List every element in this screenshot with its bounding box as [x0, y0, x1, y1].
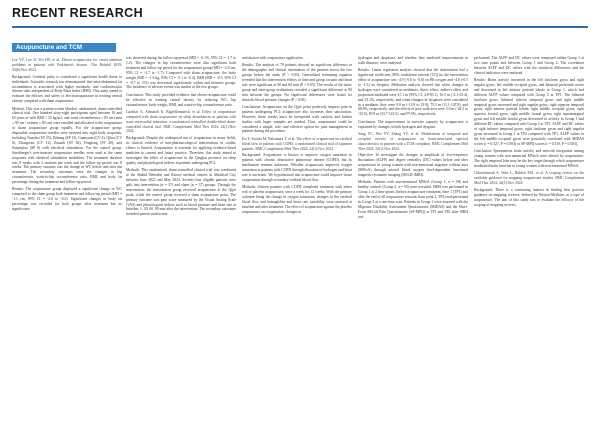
article-paragraph: Background: Despite the widespread use of acupuncture in many fields, its clinical evidence of non-pharmacological interventions in cardiac clinics is limited. Acupuncture is essential for applying evidence-based medicine to current and future practice. Therefore, this study aimed to investigate the effect of acupuncture in the Qinghai province on sleep quality and physiological indices in patients undergoing PCI. — [126, 136, 236, 165]
page-header — [0, 0, 600, 40]
article-citation: Gariblar A, Ahmandi K, Bigdellomanish, et al. Effect of acupuncture compared with sham acupuncture on sleep disturbances in patients with acute myocardial infarction: a randomized controlled double-blind sham-controlled clinical trial. BMC Complement Med Ther 2024; 24(1):Nov 2024. — [126, 109, 236, 134]
article-paragraph: Objective: To investigate the changes in amplitude of low-frequency fluctuation (ALFF) and degree centrality (DC) values before and after acupuncture in young women with non-menstrual migraine without aura (MWoA) through arterial blood oxygen level-dependent functional magnetic resonance imaging (BOLD-fMRI). — [358, 153, 468, 178]
article-paragraph: Conclusion: The improvement in exercise capacity by acupuncture is explained by changes in both hydrogen and dyspnea. — [358, 119, 468, 129]
article-citation: Lee YY, Lee JJ, Wu HY, et al. Electro-acupuncture for visual attention problems in patients with Parkinson's disease. Clin Rehabil 2019; 33(6):Nov 2024. — [12, 58, 122, 72]
article-paragraph: Conclusion: This study provided evidence that electro-acupuncture could be effective in treating central obesity by reducing WC, hip circumference, body weight, BMI, and waist-to-hip circumference ratio. — [126, 92, 236, 107]
article-paragraph: satisfaction with acupuncture application. — [242, 56, 304, 60]
article-paragraph: Conclusion: Spontaneous brain activity and network integration among young women with non-menstrual MWoA were altered by acupuncture. The right temporal lobe may be the key target through which acupuncture modulated brain function in young women with non-menstrual MWoA. — [474, 149, 584, 168]
text-column-2 — [126, 56, 236, 420]
article-paragraph: Results: Brain activity increased in the left fusiform gyrus and right angular gyrus, left middle occipital gyrus, and bilateral prefrontal cortex and decreased in left inferior parietal lobule in Group 1, which had different ALFF values compared with Group 2 at TP1. The bilateral fusiform gyrus, bilateral inferior temporal gyrus and right middle temporal gyrus increased and right angular gyrus, right superior temporal gyrus, right inferior parietal lobule, right middle occipital gyrus, right superior frontal gyrus, right middle frontal gyrus, right supramarginal gyrus and left middle frontal gyrus decreased in activity in Group 1 had different DC values compared with Group 2 at TP1. ALFF and DC values of right inferior temporal gyrus, right fusiform gyrus and right angular gyrus increased in Group 1 at TP2 compared with TP1. ALFF values in the left middle occipital gyrus were positively correlated with MIDAS scores (r = 0.327, P = 0.003) or SF-MPQ scores (r = 0.319, P = 0.003). — [474, 78, 584, 146]
article-citation: Ku Y, Suzuki M, Nakamura T, et al. The effect of acupuncture on cerebral blood flow in patients with COPD: a randomized clinical trial of Japanese patients. BMC Complement Med Ther 2024; 24(1):Nov 2024. — [242, 136, 352, 151]
article-paragraph: performed. The ALFF and DC values were compared within Group 1 at two time points and between Group 1 and Group 2. The correlation between ALFF and DC values with the statistical differences and the clinical indicators were analysed. — [474, 56, 584, 75]
article-paragraph: Methods: Sixteen patients with COPD completed treatment with either real or placebo acupuncture, once a week for 12 weeks. With the primary outcome being the change in oxygen saturation, changes in the cerebral blood flow and hemoglobin and heart rate variability were assessed at baseline and after treatment. The effect of acupuncture against the placebo acupuncture on oxygenation, changes in — [242, 185, 352, 214]
article-paragraph: was observed during the follow-up period (MD = -0.1%, 95% CI = -1.7 to 1.2). The changes in hip circumference were also significant both treatment and follow-up period for the acupuncture group (MD = -2.0 cm, 95% CI = -3.7 to -1.7). Compared with sham acupuncture, the body weight (MD = -1.6 kg, 95% CI = -3.1 to -0.2), BMI (MD = -0.5, 95% CI = -0.7 to -0.5) was decreased significantly within and between groups. The incidence of adverse events was similar in the two groups. — [126, 56, 236, 90]
article-paragraph: hydrogen and dyspnoea, and whether they mediated improvements in walk distance, were analysed. — [358, 56, 468, 65]
article-paragraph: Results: Linear regression analysis showed that the intervention had a significant coefficient [95% confidence interval (CI)] for the intervention effect of acupuncture was -4.9 (-9.8 to -0.0) on Hb oxygen and -4.0 (-6.5 to -1.5) on dyspnea. Mediation analysis showed that when changes in hydrogen were considered as mediators, direct effect, indirect effect and proportion mediated were 47.1 m (95% CI, 4.8-95.1), 16.5 m (-2.1-43.4), and 25.1%, respectively, and when changes in dyspnoea were considered as a mediator, they were 9.8 m (-13.9 to 33.9), 75.5 m (11.1-147.8), and 88.6%, respectively, and the effects of post walk area were 5.0 m (-24.5 to -33.5), 80.9 m (33.7-143.5), and 97.0%, respectively. — [358, 68, 468, 117]
article-paragraph: Background: There is a continuing interest in finding best practice guidance on mapping reviews, defined by Weston-Medicins as a type of acupuncture. The aim of this study was to evaluate the efficacy of the scoping of mapping reviews. — [474, 187, 584, 207]
article-paragraph: Background: Acupuncture is known to improve oxygen saturation in patients with chronic obstructive pulmonary disease (COPD), but its mechanism remains unknown. Whether acupuncture improves oxygen saturation in patients with COPD through alteration of hydrogen and heart rate is uncertain. We hypothesised that acupuncture could improve tissue oxygenation through secondary cerebral blood flow. — [242, 153, 352, 183]
article-citation: Yang YC, Wei YY, Zhang YY, et al. Modulations of temporal and occipital activity of acupuncture on brain-associated spectral characteristics in patients with a TCM complaint. BMC Complement Med Ther 2024; 24(1):Nov 2024. — [358, 131, 468, 151]
text-column-1 — [12, 56, 122, 420]
text-column-5 — [474, 56, 584, 420]
article-paragraph: Conclusions: Acupuncture on the Qijie point positively impacts pain in patients undergoing PCI; acupuncture also increases their satisfaction. However, these results must be interpreted with caution, and further studies with larger samples are needed. Thus, acupuncture could be considered a simple, safe, and effective option for pain management in patients during the procedure. — [242, 104, 352, 134]
text-column-3 — [242, 56, 352, 420]
text-column-4 — [358, 56, 468, 420]
article-paragraph: Methods: Patients with non-menstrual MWoA (Group 1, n = 58) and healthy controls (Group 2, n = 50) were recruited. fMRI was performed in Group 1 at 2 time points (before acupuncture treatment, time 1 (TP1) and after the end of all acupuncture sessions from point 2, TP2) and performed in Group 2 at a one-time scan. Patients in Group 1 were assessed with the Migraine Disability Assessment Questionnaire (MIDAS) and the Short-Form McGill Pain Questionnaire (SF-MPQ) at TP1 and TP2 after fMRI was — [358, 180, 468, 219]
article-paragraph: Results: The analysis of 70 patients showed no significant difference in the demographic and clinical information of the patients across the two groups before the study (P > 0.05). Generalised estimating equation revealed that the intervention effects of time and group on pain and heart rate were significant at 90 and 60 min (P < 0.05). The results of the intra-group and inter-group evaluations revealed a significant difference at 90 min between the groups. No significant differences were found for diastolic blood pressure changes (P > 0.05). — [242, 63, 352, 102]
article-paragraph: Background: Cerebral palsy is considered a significant health threat to individuals. Scientific research has demonstrated that intra-abdominal fat accumulation is associated with higher metabolic and cardiovascular disease risks independent of Body Mass Index (BMI). This study aimed to evaluate the efficacy and safety of electroacupuncture in treating central obesity compared with sham acupuncture. — [12, 74, 122, 104]
article-paragraph: Methods: This randomised, sham-controlled clinical trial was conducted at the Shahid Beheshti and Razavi medical centres in Mashhad City between June 2022 and May 2023. Seventy-four eligible patients were split into intervention (n = 37) and sham (n = 37) groups. Through the intervention, the intervention group received acupuncture at the Qijie point, while the control group received a sham acupuncture point. The primary outcome was pain score measured by the Visual Analog Scale (VAS) and physiological indices such as blood pressure and heart rate at baseline, 1, 30, 60, 90 min after the intervention. The secondary outcomes included patient satisfaction, — [126, 168, 236, 217]
article-paragraph: Results: The acupuncture group displayed a significant change in WC compared to the sham group both treatment and follow-up period (MD = -1.1 cm, 95% CI = -2.0 to -0.2). Significant changes in body fat percentage was recorded for both groups after treatment but no significance — [12, 187, 122, 212]
header-rule — [12, 26, 588, 28]
article-paragraph: Method: This was a patient-screen blinded, randomised, sham-controlled clinical trial. One hundred sixty-eight participants aged between 18 and 65 years of with BMI ≥ 25 kg/m2, and waist circumference ≥ 85 cm (men ≥ 90 cm / women ≥ 80 cm) were enrolled and allocated to the acupuncture or sham acupuncture group equally. For the acupuncture group, disposable acupuncture needles were inserted into eight body acupoints, including Tianshu (ST 25), Daheng (SP 15), Guanyuan (CV 4), Qihai (CV 6), Zhongwan (CV 12), Zusanli (ST 36), Fenglong (ST 40), and Sanyinjiao (SP 6) with electrical stimulation. For the control group, Streitberger's non-invasive acupuncture needles were used at the same acupoints with identical stimulation modalities. The treatment duration was 8 weeks with 2 sessions per week and the follow-up period was 8 weeks. The primary outcome was the change in WC before and after the treatment. The secondary outcomes were the changes in hip circumference, waist-to-hip circumference ratio, BMI, and body fat percentage during the treatment and follow-up period. — [12, 106, 122, 185]
header-title: RECENT RESEARCH — [12, 6, 144, 20]
article-citation: Chlorobimark A, Wais L, Babbitt MA, et al. A scoping review on the available guidance for mapping acupuncture studies. BMC Complement Med Ther 2024; 24(1):Nov 2024. — [474, 171, 584, 185]
section-heading: Acupuncture and TCM — [12, 43, 116, 52]
